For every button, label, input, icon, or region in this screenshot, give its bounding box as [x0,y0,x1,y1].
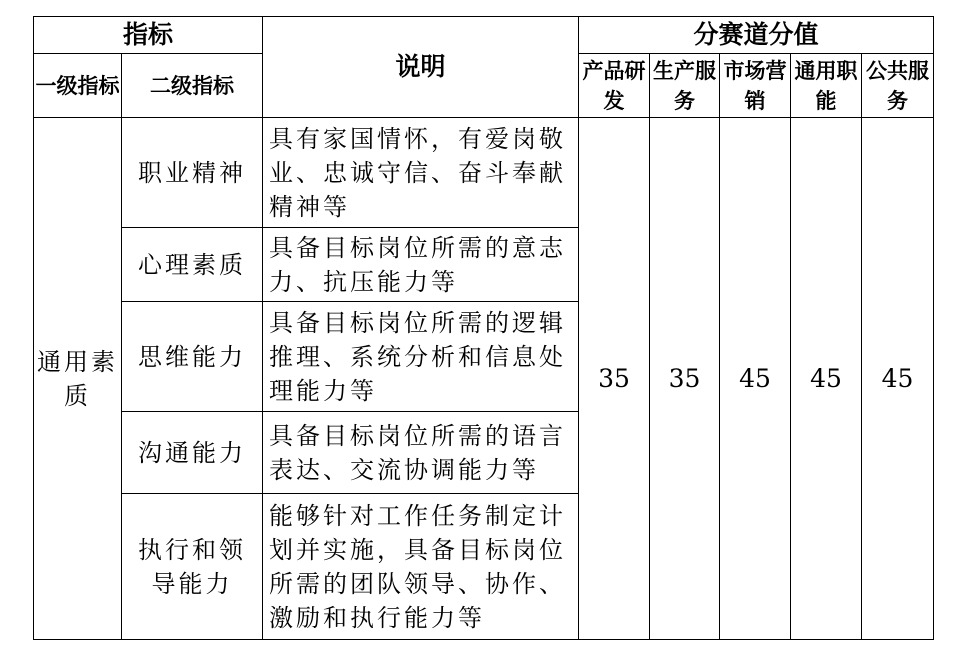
level2-name: 执行和领导能力 [122,494,263,640]
level2-description: 具备目标岗位所需的语言表达、交流协调能力等 [263,412,579,494]
header-description: 说明 [263,17,579,118]
score-product: 35 [579,118,650,640]
level2-name: 心理素质 [122,228,263,302]
level2-description: 具备目标岗位所需的逻辑推理、系统分析和信息处理能力等 [263,302,579,412]
level2-description: 能够针对工作任务制定计划并实施，具备目标岗位所需的团队领导、协作、激励和执行能力等 [263,494,579,640]
score-general: 45 [791,118,862,640]
header-track-marketing: 市场营销 [720,54,791,118]
score-public: 45 [862,118,934,640]
level2-name: 沟通能力 [122,412,263,494]
level2-description: 具有家国情怀，有爱岗敬业、忠诚守信、奋斗奉献精神等 [263,118,579,228]
level2-description: 具备目标岗位所需的意志力、抗压能力等 [263,228,579,302]
indicator-table [33,16,934,640]
score-production: 35 [650,118,720,640]
header-score-group: 分赛道分值 [579,17,934,54]
header-level2: 二级指标 [122,54,263,118]
level2-name: 思维能力 [122,302,263,412]
header-track-general: 通用职能 [791,54,862,118]
level2-name: 职业精神 [122,118,263,228]
score-marketing: 45 [720,118,791,640]
header-indicator: 指标 [34,17,263,54]
header-track-production: 生产服务 [650,54,720,118]
level1-cell: 通用素质 [34,118,122,640]
header-track-public: 公共服务 [862,54,934,118]
header-track-product: 产品研发 [579,54,650,118]
header-level1: 一级指标 [34,54,122,118]
